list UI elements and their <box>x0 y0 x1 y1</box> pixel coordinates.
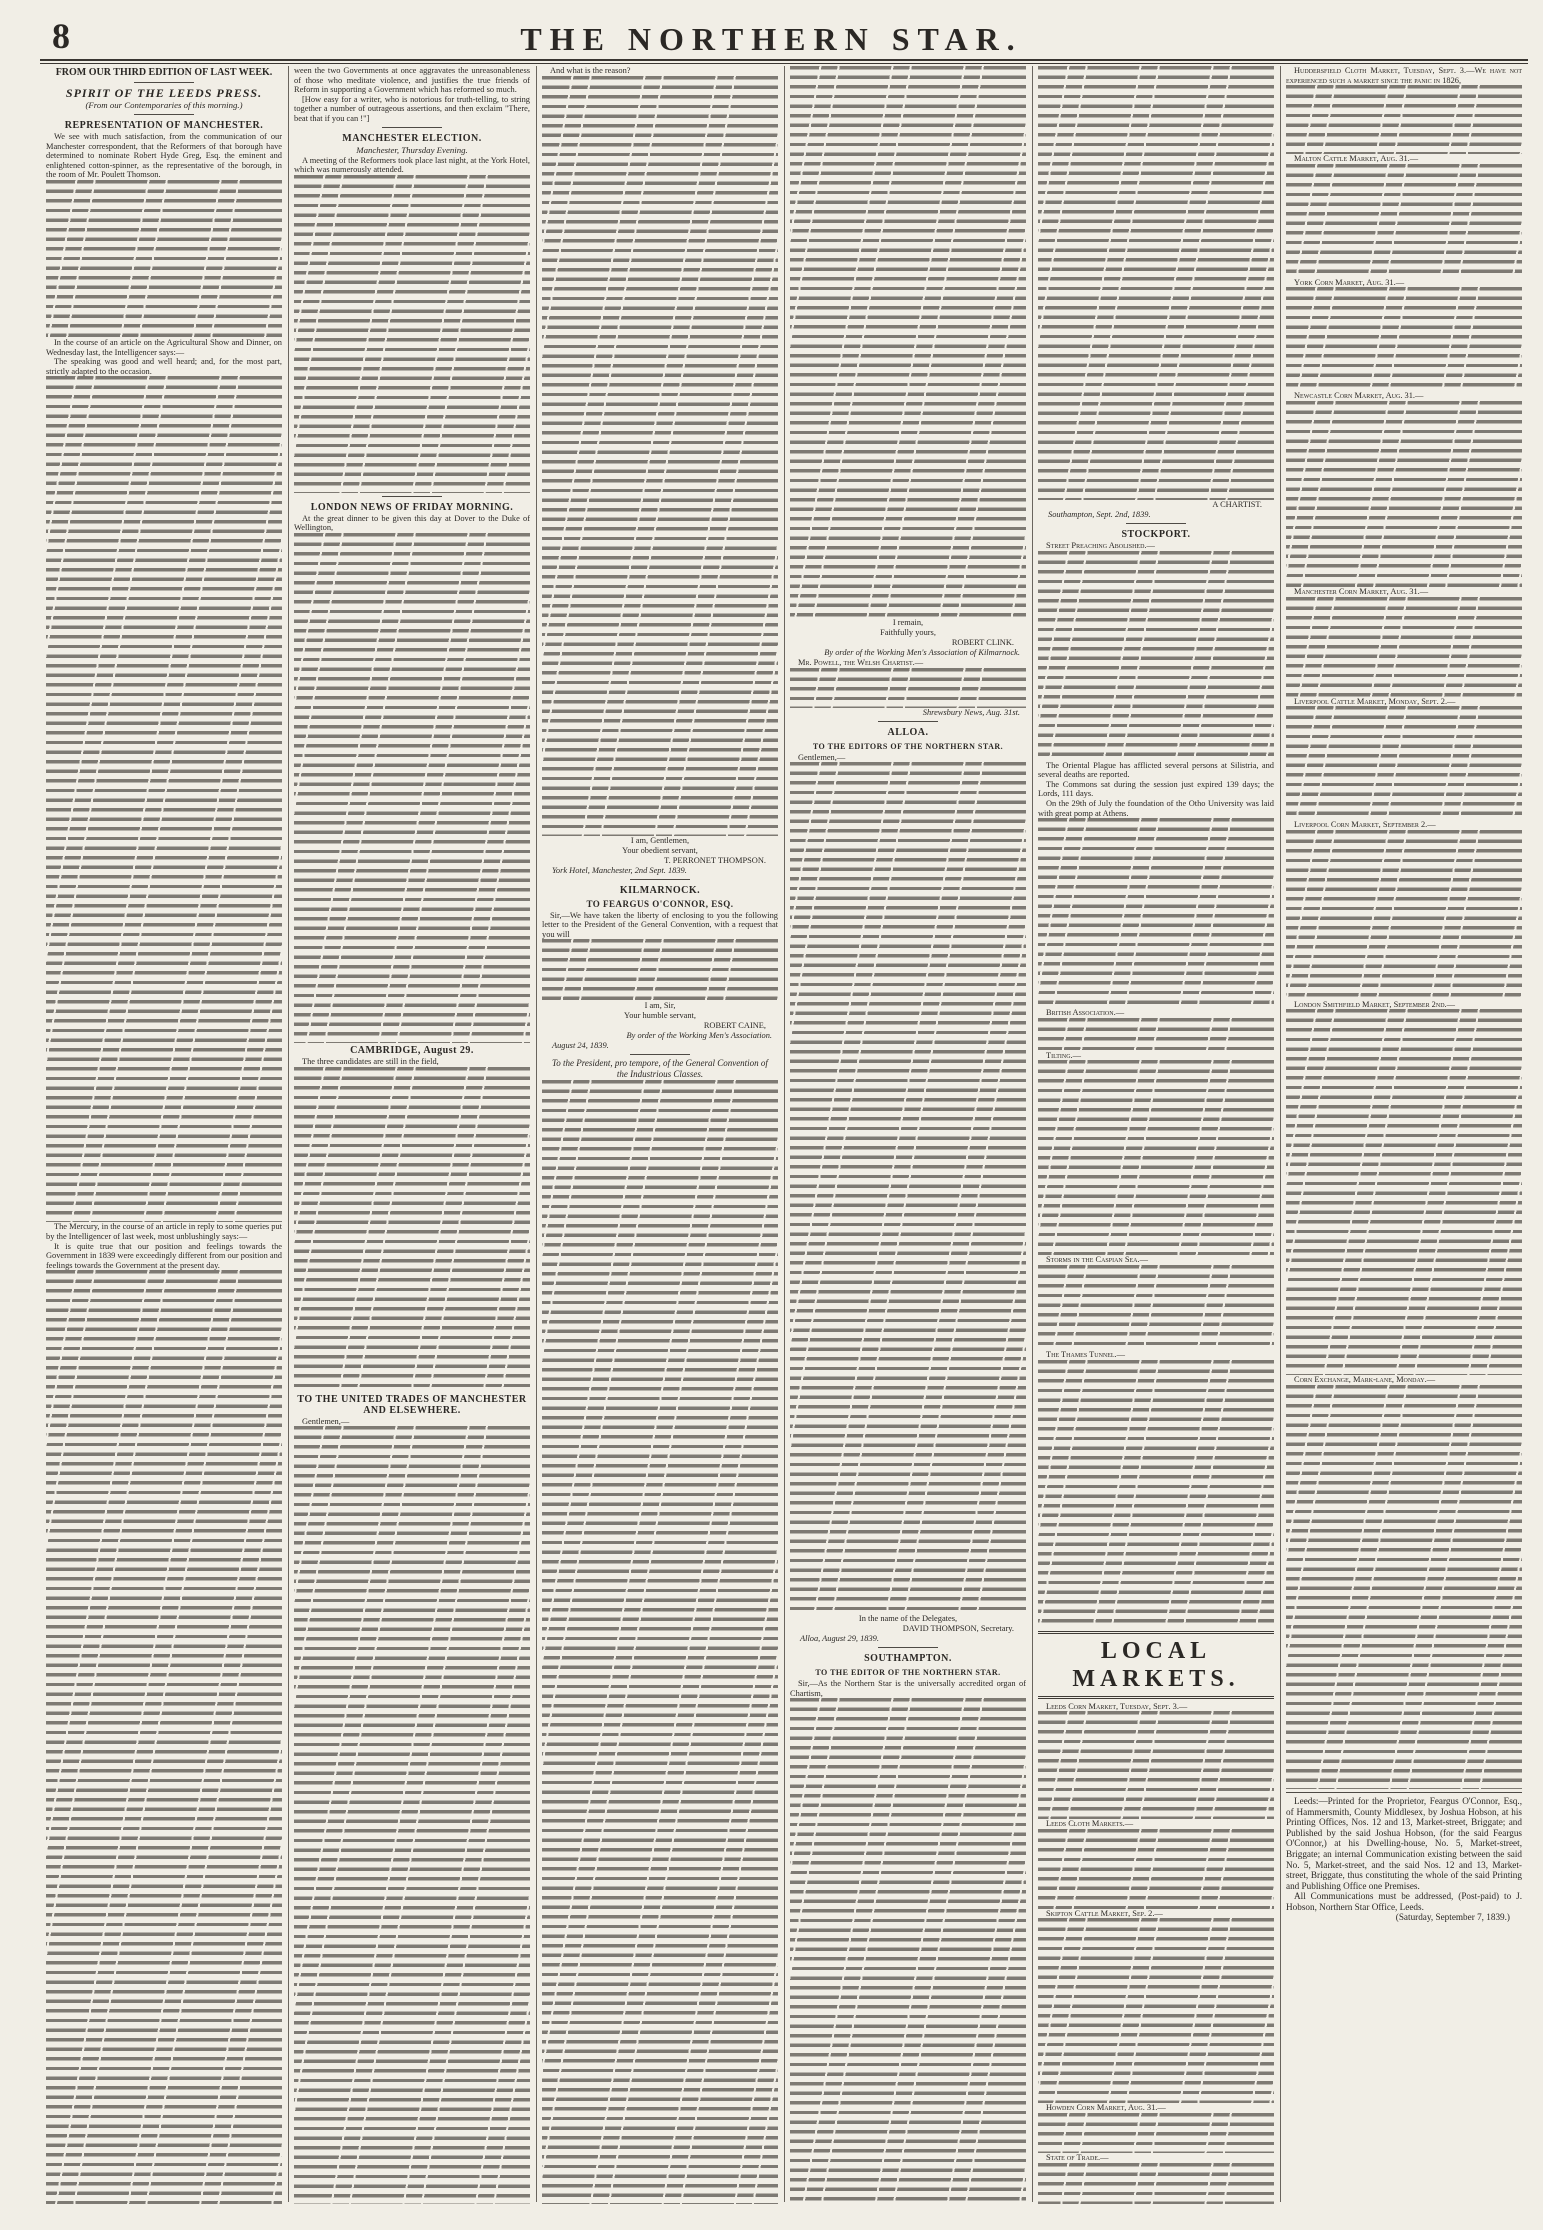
blank-space <box>1286 1923 1522 2204</box>
article-paragraph: ween the two Governments at once aggravates the unreasonableness of those who meditate violence, and justifies the true friends of Reform in supporting a Government which has reformed so much. <box>294 66 530 95</box>
article-title: ALLOA. <box>887 726 929 738</box>
letter-closing: In the name of the Delegates, <box>858 1614 958 1624</box>
section-rule <box>878 721 938 722</box>
news-item: The Commons sat during the session just expired 139 days; the Lords, 111 days. <box>1038 779 1274 799</box>
illegible-body-text <box>46 180 282 338</box>
illegible-body-text <box>1286 1385 1522 1789</box>
section-title: SPIRIT OF THE LEEDS PRESS. <box>65 86 263 100</box>
article-paragraph: The speaking was good and well heard; and, for the most part, strictly adapted to the occasion. <box>46 357 282 376</box>
section-rule <box>1126 523 1186 524</box>
article-title: REPRESENTATION OF MANCHESTER. <box>64 120 264 131</box>
section-rule <box>630 1054 690 1055</box>
market-report: Liverpool Cattle Market, Monday, Sept. 2.— <box>1294 696 1456 706</box>
issue-date: (Saturday, September 7, 1839.) <box>1395 1912 1510 1923</box>
article-title: LONDON NEWS OF FRIDAY MORNING. <box>310 501 514 513</box>
market-report: Corn Exchange, Mark-lane, Monday.— <box>1294 1375 1436 1385</box>
imprint-rule <box>1286 1792 1522 1793</box>
news-item: The Oriental Plague has afflicted several persons at Silistria, and several deaths are reported. <box>1038 760 1274 780</box>
column-rule <box>1032 66 1033 2202</box>
market-report: Leeds Cloth Markets.— <box>1046 1819 1134 1829</box>
printer-imprint: Leeds:—Printed for the Proprietor, Feargus O'Connor, Esq., of Hammersmith, County Middlesex, by Joshua Hobson, at his Printing Offices, Nos. 12 and 13, Market-street, Briggate; and Published by the said Joshua Hobson, (for the said Feargus O'Connor,) at his Dwelling-house, No. 5, Market-street, Briggate; an internal Communication existing between the said No. 5, Market-street, and the said Nos. 12 and 13, Market-street, Briggate, thus constituting the whole of the said Printing and Publishing Office one Premises. <box>1286 1795 1522 1891</box>
article-subtitle: TO FEARGUS O'CONNOR, ESQ. <box>586 898 734 909</box>
section-rule <box>134 114 194 115</box>
article-paragraph: The three candidates are still in the field, <box>302 1056 439 1066</box>
column-2 <box>294 66 530 2204</box>
illegible-body-text <box>294 175 530 493</box>
illegible-body-text <box>294 1426 530 2204</box>
letter-signature: A CHARTIST. <box>1212 500 1262 509</box>
illegible-body-text <box>790 668 1026 708</box>
illegible-body-text <box>294 1067 530 1392</box>
section-rule <box>630 879 690 880</box>
column-4 <box>790 66 1026 2204</box>
column-rule <box>1280 66 1281 2202</box>
edition-note: FROM OUR THIRD EDITION OF LAST WEEK. <box>55 67 273 78</box>
markets-rule <box>1038 1696 1274 1699</box>
illegible-body-text <box>1286 706 1522 820</box>
illegible-body-text <box>1286 164 1522 278</box>
illegible-body-text <box>1038 1711 1274 1819</box>
illegible-body-text <box>790 762 1026 1614</box>
illegible-body-text <box>1286 85 1522 154</box>
column-rule <box>784 66 785 2202</box>
article-paragraph: And what is the reason? <box>550 66 631 75</box>
illegible-body-text <box>542 76 778 836</box>
article-paragraph: We see with much satisfaction, from the communication of our Manchester correspondent, that the Reformers of that borough have determined to nominate Robert Hyde Greg, Esq. the eminent and enlightened cotton-spinner, as the representative of the borough, in the room of Mr. Poulett Thomson. <box>46 132 282 180</box>
column-5 <box>1038 66 1274 2204</box>
letter-attribution: By order of the Working Men's Association. <box>626 1031 772 1041</box>
article-source: Shrewsbury News, Aug. 31st. <box>922 707 1020 717</box>
illegible-body-text <box>1286 830 1522 1000</box>
letter-place: York Hotel, Manchester, 2nd Sept. 1839. <box>552 865 687 875</box>
section-rule <box>382 127 442 128</box>
communications-notice: All Communications must be addressed, (Post-paid) to J. Hobson, Northern Star Office, Leeds. <box>1286 1891 1522 1912</box>
article-paragraph: Sir,—We have taken the liberty of enclosing to you the following letter to the President of the General Convention, with a request that you will <box>542 910 778 939</box>
letter-signature: ROBERT CLINK. <box>951 638 1014 647</box>
illegible-body-text <box>294 533 530 1043</box>
market-report: Howden Corn Market, Aug. 31.— <box>1046 2103 1166 2113</box>
illegible-body-text <box>1286 597 1522 697</box>
masthead-rule <box>40 59 1528 64</box>
letter-attribution: By order of the Working Men's Association of Kilmarnock. <box>824 648 1020 657</box>
article-subtitle: TO THE EDITOR OF THE NORTHERN STAR. <box>815 1668 1001 1678</box>
article-title: TO THE UNITED TRADES OF MANCHESTER AND ELSEWHERE. <box>297 1393 527 1416</box>
illegible-body-text <box>1038 2163 1274 2205</box>
column-3 <box>542 66 778 2204</box>
illegible-body-text <box>1038 1829 1274 1909</box>
markets-rule <box>1038 1631 1274 1634</box>
illegible-body-text <box>542 939 778 1001</box>
illegible-body-text <box>542 1080 778 2204</box>
article-paragraph: In the course of an article on the Agricultural Show and Dinner, on Wednesday last, the Intelligencer says:— <box>46 337 282 357</box>
local-markets-heading: LOCAL MARKETS. <box>1072 1637 1240 1692</box>
market-report: State of Trade.— <box>1046 2152 1109 2162</box>
news-item: The Thames Tunnel.— <box>1046 1349 1126 1359</box>
article-title: STOCKPORT. <box>1121 529 1191 540</box>
article-title: KILMARNOCK. <box>619 884 701 896</box>
column-rule <box>536 66 537 2202</box>
letter-signature: T. PERRONET THOMPSON. <box>664 855 766 865</box>
letter-date: Alloa, August 29, 1839. <box>800 1634 879 1644</box>
section-rule <box>134 82 194 83</box>
article-title: MANCHESTER ELECTION. <box>342 132 482 144</box>
illegible-body-text <box>1038 2113 1274 2153</box>
article-paragraph: The Mercury, in the course of an article in reply to some queries put by the Intelligencer of last week, most unblushingly says:— <box>46 1222 282 1241</box>
article-subtitle: TO THE EDITORS OF THE NORTHERN STAR. <box>812 741 1004 751</box>
article-paragraph: Mr. Powell, the Welsh Chartist.— <box>798 658 924 667</box>
illegible-body-text <box>790 66 1026 618</box>
market-report: York Corn Market, Aug. 31.— <box>1294 277 1405 287</box>
news-item: British Association.— <box>1046 1008 1125 1018</box>
illegible-body-text <box>1038 551 1274 761</box>
illegible-body-text <box>46 1270 282 2204</box>
market-report: Manchester Corn Market, Aug. 31.— <box>1294 586 1429 596</box>
news-item: On the 29th of July the foundation of the Otho University was laid with great pomp at Athens. <box>1038 798 1274 818</box>
illegible-body-text <box>1038 1018 1274 1051</box>
illegible-body-text <box>1038 1265 1274 1350</box>
market-report: London Smithfield Market, September 2nd.— <box>1294 999 1455 1009</box>
illegible-body-text <box>1038 1918 1274 2103</box>
article-paragraph: Street Preaching Abolished.— <box>1046 541 1155 550</box>
article-paragraph: It is quite true that our position and feelings towards the Government in 1839 were exceedingly different from our position and feelings towards the Government at the present day. <box>46 1241 282 1270</box>
article-paragraph: A meeting of the Reformers took place last night, at the York Hotel, which was numerously attended. <box>294 155 530 175</box>
letter-closing: Faithfully yours, <box>880 628 936 637</box>
article-paragraph: Sir,—As the Northern Star is the universally accredited organ of Chartism, <box>790 1679 1026 1698</box>
column-rule <box>288 66 289 2202</box>
column-1 <box>46 66 282 2204</box>
market-report: Huddersfield Cloth Market, Tuesday, Sept. 3.—We have not experienced such a market since the panic in 1826, <box>1286 66 1522 85</box>
article-paragraph: Gentlemen,— <box>302 1416 350 1426</box>
letter-closing: I am, Gentlemen, <box>630 835 690 845</box>
letter-signature: ROBERT CAINE, <box>703 1021 766 1031</box>
letter-address: To the President, pro tempore, of the General Convention of the Industrious Classes. <box>552 1058 768 1080</box>
illegible-body-text <box>1286 1009 1522 1375</box>
illegible-body-text <box>1286 401 1522 587</box>
market-report: Leeds Corn Market, Tuesday, Sept. 3.— <box>1046 1701 1188 1711</box>
masthead: THE NORTHERN STAR. <box>520 21 1023 57</box>
news-item: Storms in the Caspian Sea.— <box>1046 1255 1148 1265</box>
market-report: Liverpool Corn Market, September 2.— <box>1294 820 1436 830</box>
market-report: Newcastle Corn Market, Aug. 31.— <box>1294 391 1424 401</box>
illegible-body-text <box>1286 287 1522 391</box>
letter-closing: Your obedient servant, <box>622 845 698 855</box>
section-subtitle: (From our Contemporaries of this morning.) <box>85 100 243 110</box>
illegible-body-text <box>1038 1360 1274 1628</box>
article-paragraph: At the great dinner to be given this day at Dover to the Duke of Wellington, <box>294 513 530 533</box>
column-6 <box>1286 66 1522 2204</box>
section-rule <box>382 496 442 497</box>
article-title: SOUTHAMPTON. <box>864 1653 952 1665</box>
letter-closing: Your humble servant, <box>624 1011 696 1021</box>
article-paragraph: Gentlemen,— <box>798 752 846 762</box>
market-report: Skipton Cattle Market, Sep. 2.— <box>1046 1908 1163 1918</box>
article-title: CAMBRIDGE, August 29. <box>350 1044 474 1056</box>
letter-closing: I am, Sir, <box>644 1001 676 1011</box>
letter-date: Southampton, Sept. 2nd, 1839. <box>1048 510 1151 519</box>
letter-signature: DAVID THOMPSON, Secretary. <box>902 1624 1014 1634</box>
illegible-body-text <box>1038 1060 1274 1255</box>
page-number: 8 <box>52 16 70 56</box>
dateline: Manchester, Thursday Evening. <box>356 144 468 155</box>
editorial-note: [How easy for a writer, who is notorious for truth-telling, to string together a number of outrageous assertions, and then exclaim "There, beat that if you can !"] <box>294 94 530 123</box>
illegible-body-text <box>46 376 282 1222</box>
market-report: Malton Cattle Market, Aug. 31.— <box>1294 154 1419 164</box>
news-item: Tilting.— <box>1046 1050 1082 1060</box>
illegible-body-text <box>790 1698 1026 2204</box>
section-rule <box>878 1647 938 1648</box>
illegible-body-text <box>1038 66 1274 500</box>
letter-date: August 24, 1839. <box>552 1041 609 1051</box>
letter-closing: I remain, <box>892 618 924 627</box>
illegible-body-text <box>1038 818 1274 1008</box>
